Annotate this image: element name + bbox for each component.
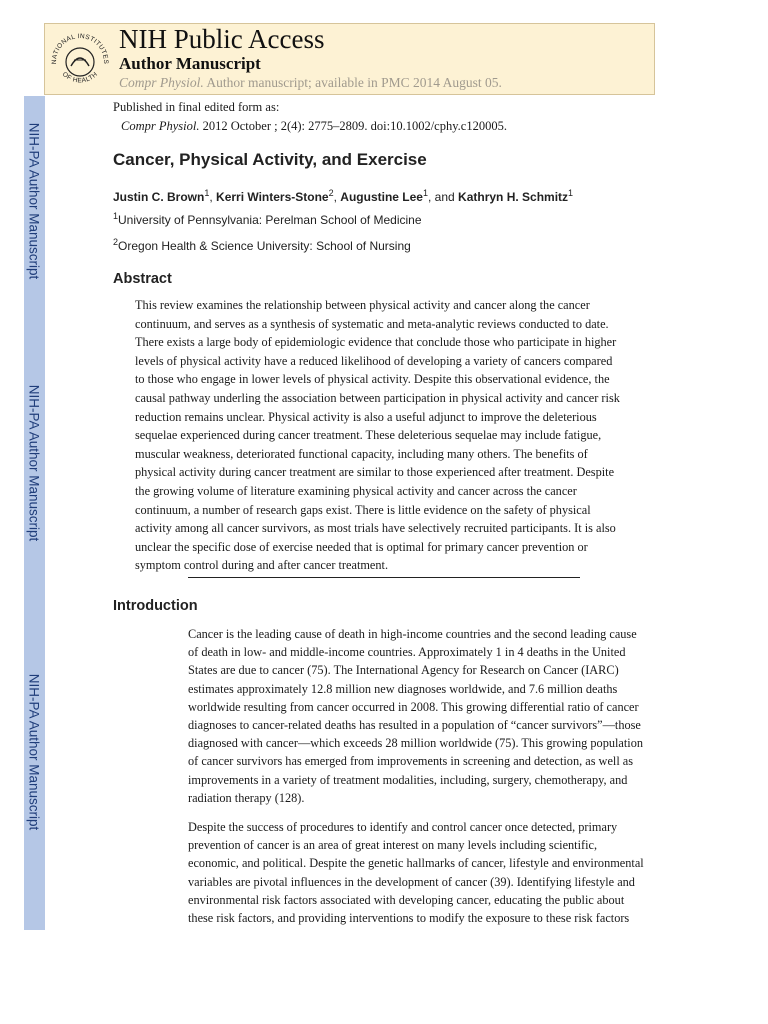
author-name: Kathryn H. Schmitz — [458, 190, 569, 204]
affiliation-text: Oregon Health & Science University: School of Nursing — [118, 239, 411, 253]
abstract-line: There exists a large body of epidemiologic evidence that conclude those who participate in higher — [135, 335, 617, 350]
published-label: Published in final edited form as: — [113, 100, 280, 114]
abstract-line: the growing volume of literature examining physical activity and cancer across the cancer — [135, 483, 577, 498]
body-line: Cancer is the leading cause of death in high-income countries and the second leading cause — [188, 627, 637, 641]
sidebar-label-2: NIH-PA Author Manuscript — [26, 384, 42, 542]
abstract-line: symptom control during and after cancer treatment. — [135, 558, 389, 573]
published-journal: Compr Physiol. — [121, 119, 200, 133]
body-line: diagnoses to cancer-related deaths has resulted in a population of “cancer survivors”—those — [188, 718, 641, 733]
body-line: economic, and political. Despite the genetic hallmarks of cancer, lifestyle and environmental — [188, 856, 644, 871]
author-sup: 1 — [204, 188, 210, 198]
abstract-heading: Abstract — [113, 271, 172, 287]
abstract-line: causal pathway underling the association between participation in physical activity and cancer risk — [135, 390, 620, 405]
abstract-divider — [188, 577, 580, 578]
body-line: diagnosed with cancer—which exceeds 28 million worldwide (75). This growing population — [188, 736, 644, 751]
abstract-line: reduction remains unclear. Physical activity is also a useful adjunct to improve the deleterious — [135, 409, 597, 424]
body-line: improvements in a variety of treatment modalities, including, surgery, chemotherapy, and — [188, 772, 628, 787]
author-list — [113, 188, 573, 204]
abstract-line: sequelae experienced during cancer treatment. These deleterious sequelae may include fatigue, — [135, 428, 602, 443]
body-line: environmental risk factors associated with developing cancer, educating the public about — [188, 892, 625, 907]
abstract-body — [135, 296, 655, 575]
availability-text: Author manuscript; available in PMC 2014 August 05. — [206, 75, 502, 90]
body-line: of death in low- and middle-income countries. Approximately 1 in 4 deaths in the United — [188, 645, 626, 660]
nih-public-access-title: NIH Public Access — [119, 24, 325, 54]
affiliation-2 — [113, 237, 411, 253]
svg-text:OF HEALTH — [61, 71, 99, 84]
body-line: worldwide resulting from cancer occurred in 2008. This growing differential ratio of cancer — [188, 699, 639, 714]
abstract-line: unclear the specific dose of exercise needed that is optimal for primary cancer prevention or — [135, 539, 588, 554]
body-line: prevention of cancer is an area of great interest on many levels including scientific, — [188, 838, 598, 853]
header-journal: Compr Physiol. — [119, 75, 204, 90]
body-line: variables are pivotal influences in the development of cancer (39). Identifying lifestyle and — [188, 874, 635, 889]
introduction-heading: Introduction — [113, 598, 198, 614]
introduction-paragraph-1 — [188, 625, 660, 807]
abstract-line: This review examines the relationship between physical activity and cancer along the cancer — [135, 298, 590, 312]
body-line: estimates approximately 12.8 million new diagnoses worldwide, and 7.6 million deaths — [188, 681, 618, 696]
manuscript-availability — [119, 75, 502, 91]
abstract-line: activity among all cancer survivors, as most trials have selectively recruited participants. It is also — [135, 521, 616, 536]
author-name: Kerri Winters-Stone — [216, 190, 329, 204]
author-sup: 1 — [568, 188, 574, 198]
body-line: of cancer survivors has emerged from improvements in screening and detection, as well as — [188, 754, 634, 769]
author-separator: , — [209, 190, 217, 204]
abstract-line: continuum, and serves as a synthesis of systematic and meta-analytic reviews conducted to date. — [135, 316, 609, 331]
affiliation-1 — [113, 211, 422, 227]
author-sup: 1 — [422, 188, 428, 198]
author-manuscript-label: Author Manuscript — [119, 54, 261, 73]
author-separator: , — [333, 190, 341, 204]
sidebar-label-1: NIH-PA Author Manuscript — [26, 122, 42, 280]
author-separator: , and — [428, 190, 459, 204]
logo-text-top: NATIONAL INSTITUTES — [50, 32, 110, 65]
author-name: Justin C. Brown — [113, 190, 205, 204]
sidebar-label-3: NIH-PA Author Manuscript — [26, 673, 42, 831]
body-line: Despite the success of procedures to identify and control cancer once detected, primary — [188, 820, 618, 834]
citation-text: 2012 October ; 2(4): 2775–2809. doi:10.1002/cphy.c120005. — [202, 119, 507, 133]
published-citation — [113, 117, 507, 136]
logo-text-bottom: OF HEALTH — [60, 70, 100, 85]
abstract-line: physical activity during cancer treatment are similar to those experienced after treatment. Despite — [135, 465, 615, 480]
paper-title: Cancer, Physical Activity, and Exercise — [113, 150, 427, 169]
affiliation-sup: 1 — [113, 211, 119, 221]
abstract-line: to those who engage in lower levels of physical activity. Despite this observational evidence, the — [135, 372, 610, 387]
affiliation-text: University of Pennsylvania: Perelman School of Medicine — [118, 213, 422, 227]
author-sup: 2 — [328, 188, 334, 198]
affiliation-sup: 2 — [113, 237, 119, 247]
introduction-paragraph-2 — [188, 818, 660, 927]
abstract-line: continuum, a number of research gaps exist. There is little evidence on the safety of physical — [135, 502, 591, 517]
published-info — [113, 98, 507, 136]
body-line: States are due to cancer (75). The International Agency for Research on Cancer (IARC) — [188, 663, 619, 678]
abstract-line: muscular weakness, deteriorated functional capacity, including many others. The benefits of — [135, 446, 588, 461]
abstract-line: levels of physical activity have a reduced likelihood of developing a variety of cancers compared — [135, 353, 613, 368]
body-line: these risk factors, and providing interventions to modify the exposure to these risk factors — [188, 911, 630, 926]
body-line: radiation therapy (128). — [188, 790, 305, 805]
author-name: Augustine Lee — [340, 190, 423, 204]
nih-logo — [47, 24, 113, 94]
